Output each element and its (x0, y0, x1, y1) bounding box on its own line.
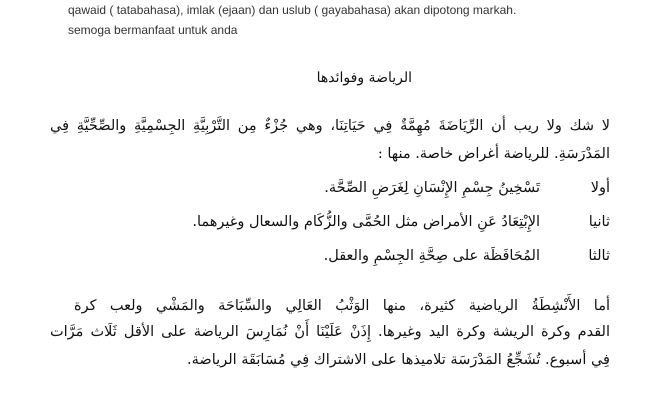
list-item-text: المُحَافَظَة على صِحَّةِ الجِسْمِ والعقل. (323, 248, 540, 264)
list-item-number: ثانيا (588, 214, 610, 230)
list-item-number: أولا (590, 180, 610, 196)
paragraph-2-line-2: القدم وكرة الريشة وكرة اليد وغيرها. إِذَنْ عَلَيْنَا أَنْ نُمَارِسَ الرياضة على الأقل ثَلَاث مَرَّات (50, 324, 610, 340)
intro-line-2: semoga bermanfaat untuk anda (68, 23, 238, 37)
list-item (50, 214, 610, 236)
paragraph-2-line-3: فِي أسبوع. تُشَجِّعُ المَدْرَسَة تلاميذها على الاشتراك فِي مُسَابَقَة الرياضة. (187, 352, 610, 368)
paragraph-2-line-1: أما الأَنْشِطَةُ الرياضية كثيرة، منها الوَثْبُ العَالِي والسِّبَاحَة والمَشْي ولعب كرة (74, 298, 610, 314)
intro-line-1: qawaid ( tatabahasa), imlak (ejaan) dan uslub ( gayabahasa) akan dipotong markah. (68, 3, 517, 17)
list-item-number: ثالثا (588, 248, 610, 264)
list-item (50, 248, 610, 270)
list-item-text: تَسْخِينُ جِسْمِ الإِنْسَانِ لِغَرَضِ الصِّحَّة. (324, 180, 540, 196)
essay-title: الرياضة وفوائدها (316, 70, 412, 86)
list-item-text: الإِبْتِعَادُ عَنِ الأمراض مثل الحُمَّى والزُّكَام والسعال وغيرهما. (192, 214, 540, 230)
paragraph-1-line-1: لا شك ولا ريب أن الرِّيَاضَةَ مُهِمَّةٌ فِي حَيَاتِنَا، وهي جُزْءٌ مِن التَّرْبِيَّةِ الجِسْمِيَّةِ والصِّحِّيَّةِ فِي (50, 118, 610, 134)
list-item (50, 180, 610, 202)
paragraph-1-line-2: المَدْرَسَةِ. للرياضة أغراض خاصة. منها : (377, 146, 610, 162)
